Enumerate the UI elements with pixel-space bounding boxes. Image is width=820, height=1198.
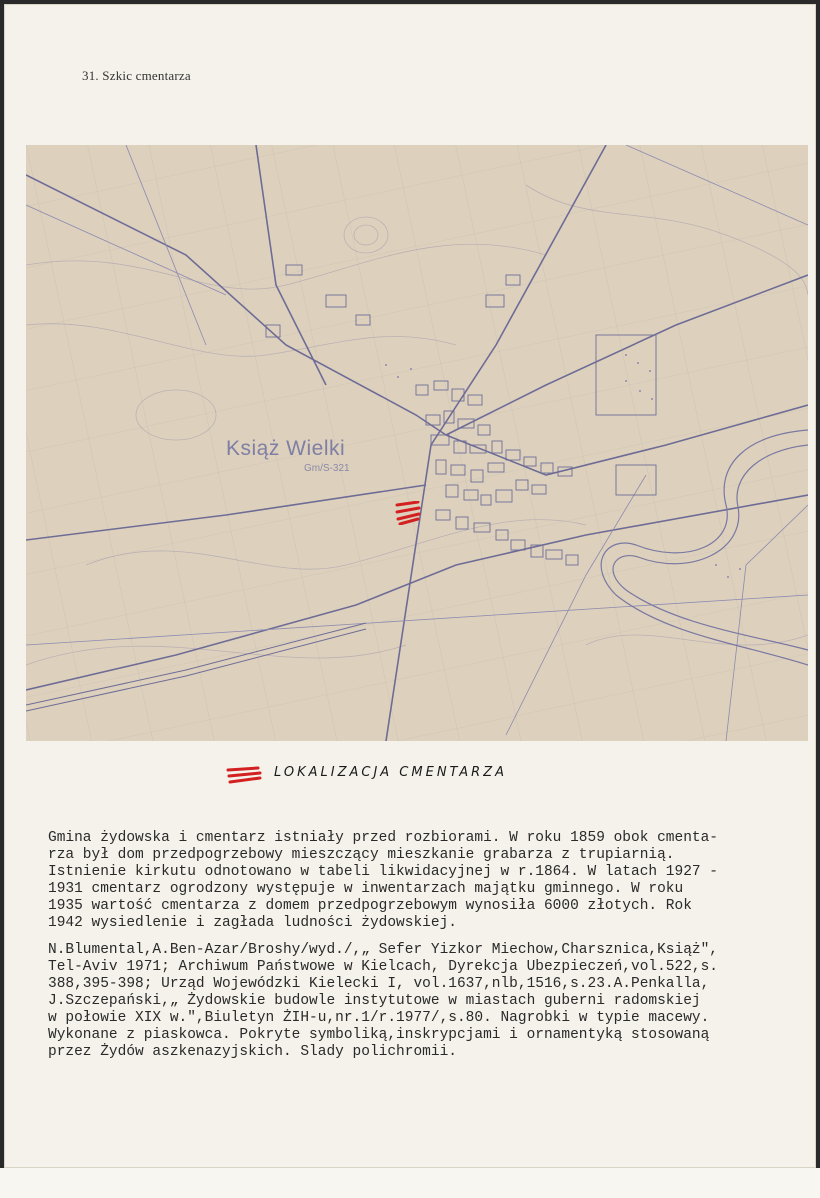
text-line: Tel-Aviv 1971; Archiwum Państwowe w Kielcach, Dyrekcja Ubezpieczeń,vol.522,s. <box>48 959 719 975</box>
text-line: Wykonane z piaskowca. Pokryte symboliką,inskrypcjami i ornamentyką stosowaną <box>48 1027 710 1043</box>
text-line: Gmina żydowska i cmentarz istniały przed rozbiorami. W roku 1859 obok cmenta- <box>48 830 719 846</box>
sources-paragraph <box>48 942 818 1061</box>
text-line: Istnienie kirkutu odnotowano w tabeli likwidacyjnej w r.1864. W latach 1927 - <box>48 864 719 880</box>
legend-label: LOKALIZACJA CMENTARZA <box>274 765 508 780</box>
page-bottom-margin <box>0 1168 820 1198</box>
map-town-label: Książ Wielki <box>226 437 346 460</box>
text-line: J.Szczepański,„ Żydowskie budowle instytutowe w miastach guberni radomskiej <box>48 993 701 1009</box>
text-line: 1942 wysiedlenie i zagłada ludności żydowskiej. <box>48 915 457 931</box>
figure-caption: 31. Szkic cmentarza <box>82 68 191 83</box>
document-page <box>4 4 816 1168</box>
history-paragraph <box>48 830 818 932</box>
description-text <box>48 830 818 1071</box>
text-line: N.Blumental,A.Ben-Azar/Broshy/wyd./,„ Sefer Yizkor Miechow,Charsznica,Książ", <box>48 942 719 958</box>
text-line: 388,395-398; Urząd Wojewódzki Kielecki I, vol.1637,nlb,1516,s.23.A.Penkalla, <box>48 976 710 992</box>
map-drawing <box>26 145 808 741</box>
text-line: 1931 cmentarz ogrodzony występuje w inwentarzach majątku gminnego. W roku <box>48 881 684 897</box>
text-line: 1935 wartość cmentarza z domem przedpogrzebowym wynosiła 6000 złotych. Rok <box>48 898 692 914</box>
map-gmina-label: Gm/S-321 <box>304 463 350 474</box>
text-line: w połowie XIX w.",Biuletyn ŻIH-u,nr.1/r.1977/,s.80. Nagrobki w typie macewy. <box>48 1010 710 1026</box>
text-line: rza był dom przedpogrzebowy mieszczący mieszkanie grabarza z trupiarnią. <box>48 847 675 863</box>
text-line: przez Żydów aszkenazyjskich. Slady polichromii. <box>48 1044 457 1060</box>
cemetery-map <box>26 145 808 741</box>
cemetery-location-marker <box>394 501 424 525</box>
legend-red-hatch-icon <box>226 766 264 784</box>
